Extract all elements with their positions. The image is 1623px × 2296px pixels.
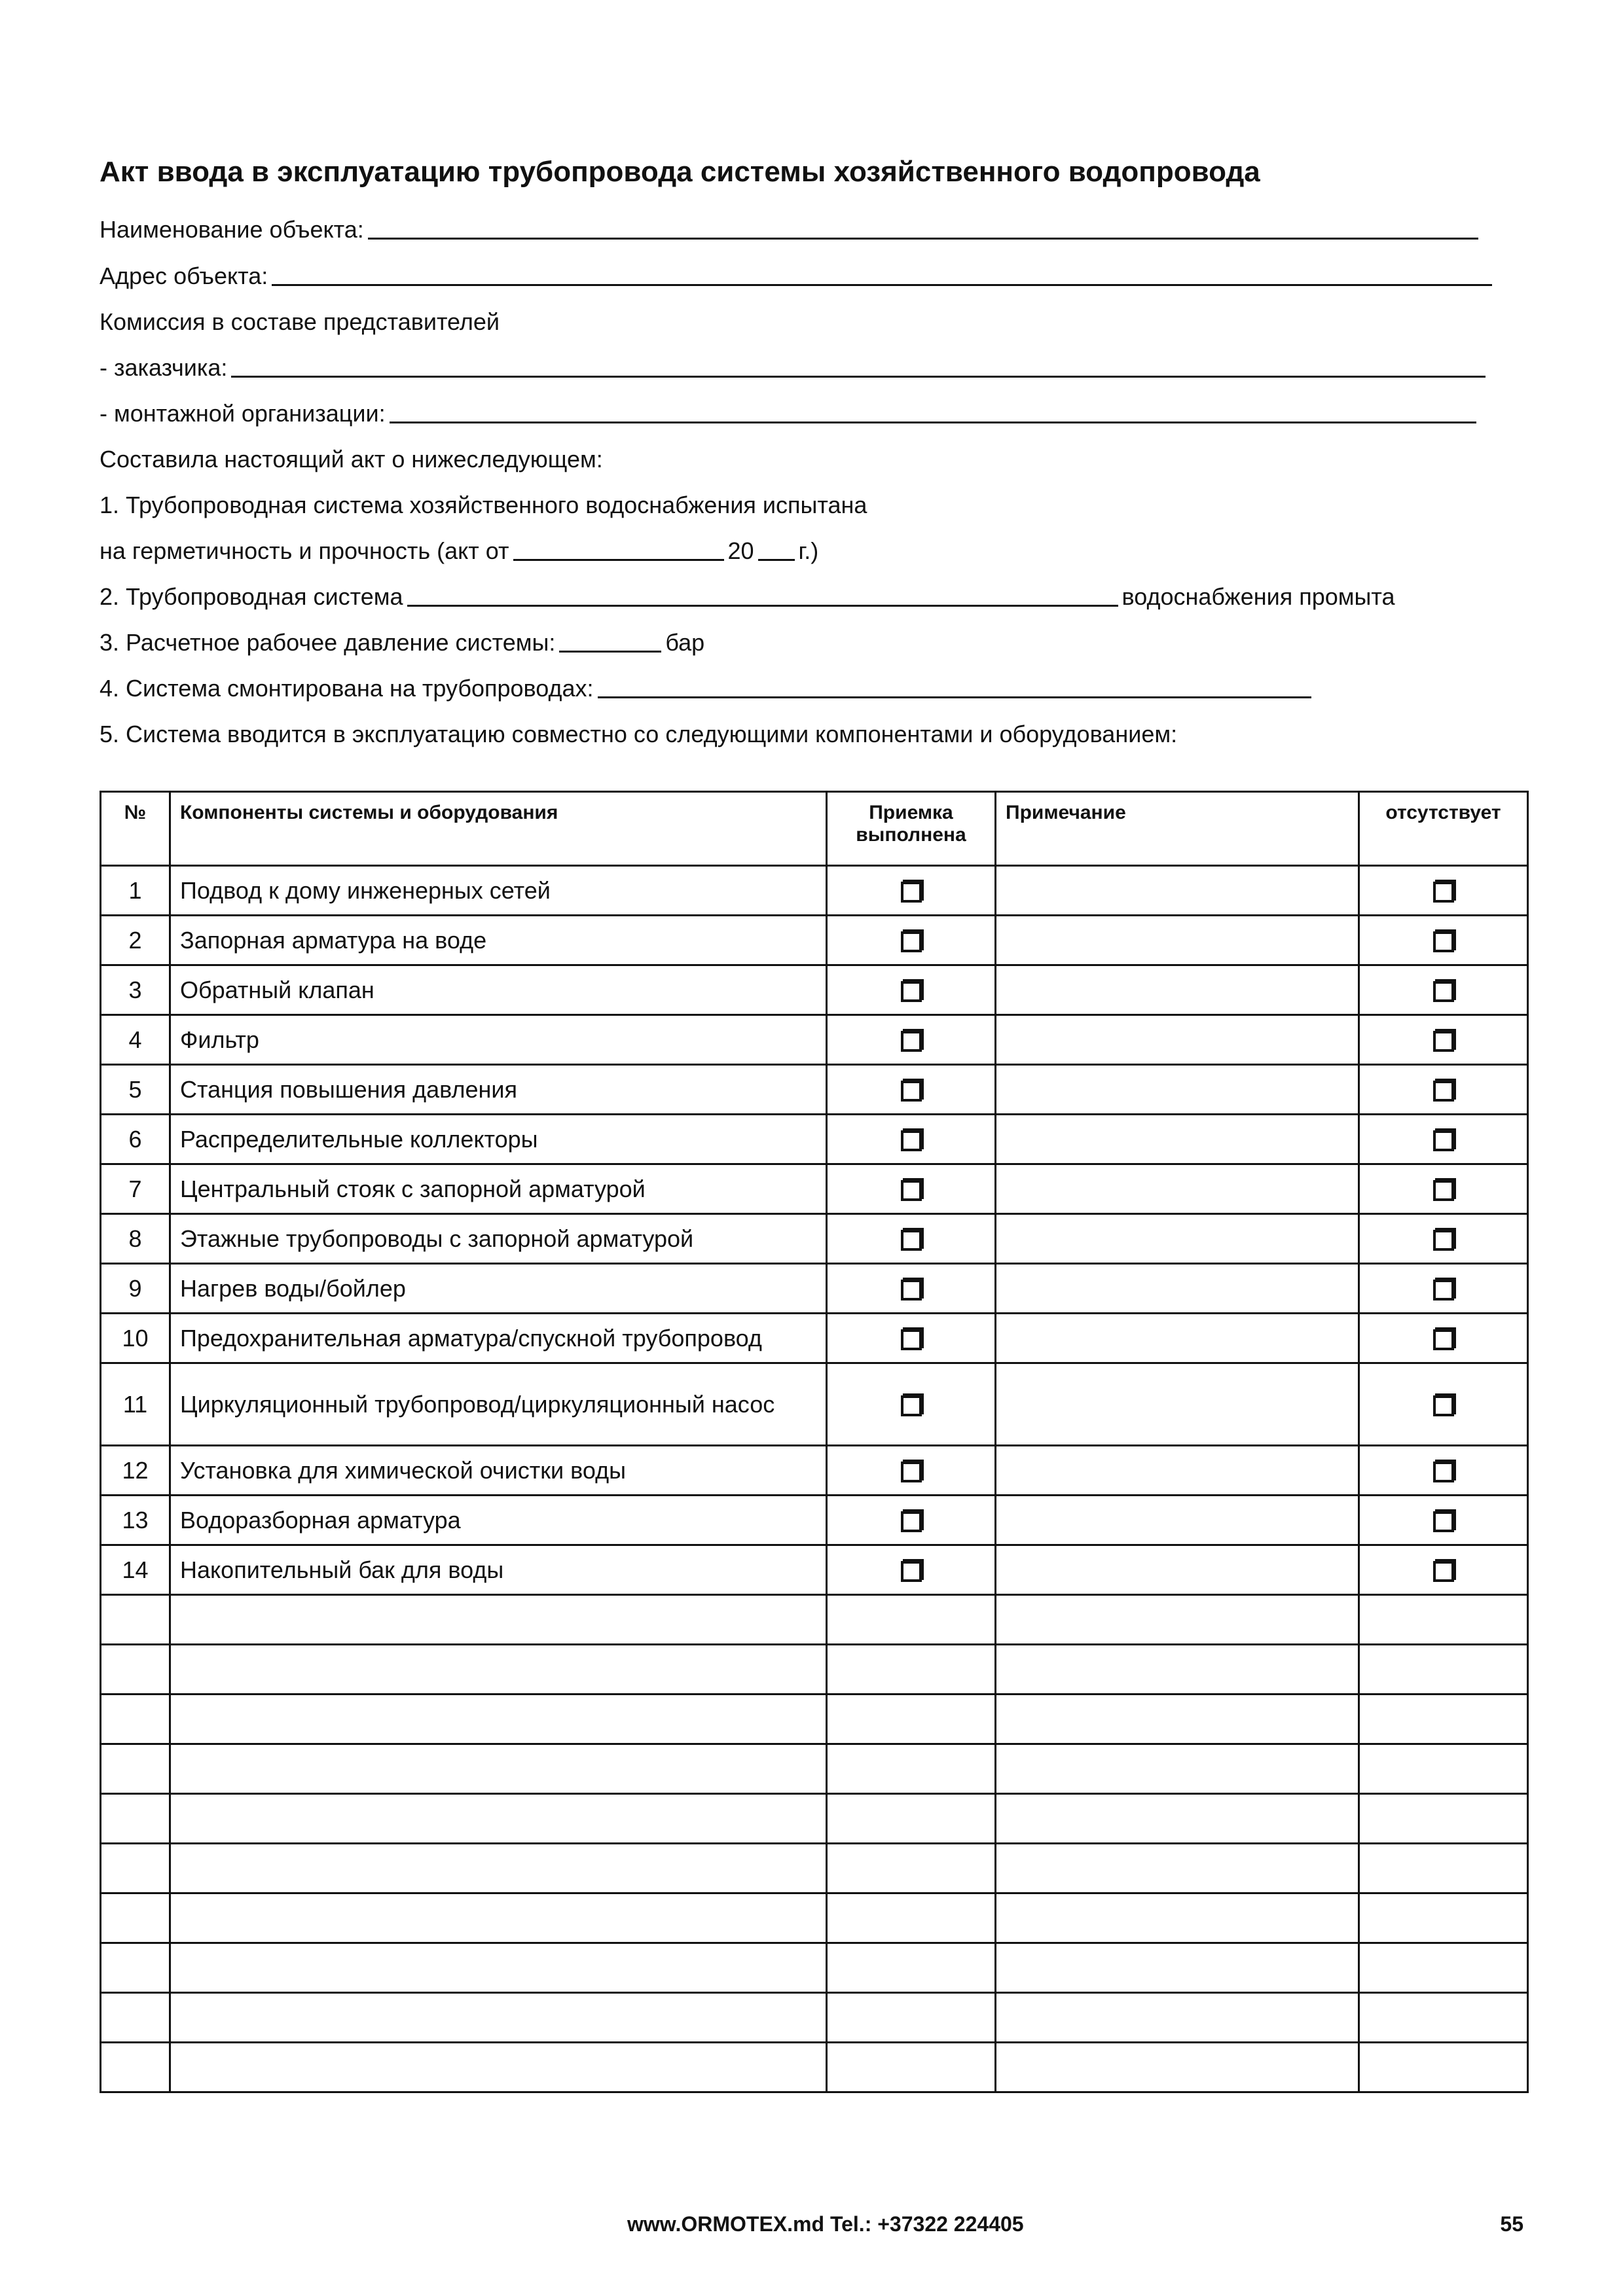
accepted-cell [827,1115,996,1164]
empty-accepted-cell[interactable] [827,1844,996,1893]
item3-suffix: бар [665,629,705,656]
accepted-checkbox[interactable] [901,1180,922,1201]
working-pressure-field[interactable] [559,650,661,653]
act-intro: Составила настоящий акт о нижеследующем: [100,446,603,473]
component-name: Запорная арматура на воде [170,916,827,965]
empty-table-row [101,1744,1528,1794]
row-number: 3 [101,965,170,1015]
table-header-row [101,792,1528,866]
absent-cell [1359,1446,1528,1496]
note-cell[interactable] [996,1164,1359,1214]
empty-num-cell[interactable] [101,1993,170,2043]
absent-checkbox[interactable] [1433,931,1454,952]
note-cell[interactable] [996,1065,1359,1115]
empty-table-row [101,1794,1528,1844]
document-title: Акт ввода в эксплуатацию трубопровода системы хозяйственного водопровода [100,156,1260,188]
empty-num-cell[interactable] [101,1744,170,1794]
absent-cell [1359,1363,1528,1446]
table-row [101,1363,1528,1446]
empty-absent-cell[interactable] [1359,1595,1528,1645]
absent-cell [1359,1115,1528,1164]
accepted-cell [827,1214,996,1264]
component-name: Предохранительная арматура/спускной трубопровод [170,1314,827,1363]
object-name-row [100,211,1482,243]
note-cell[interactable] [996,916,1359,965]
test-act-date-field[interactable] [513,558,724,561]
accepted-checkbox[interactable] [901,1511,922,1532]
absent-checkbox[interactable] [1433,1280,1454,1300]
empty-component-cell[interactable] [170,1744,827,1794]
header-note: Примечание [996,792,1359,866]
component-name: Обратный клапан [170,965,827,1015]
empty-component-cell[interactable] [170,1695,827,1744]
footer-contact: www.ORMOTEX.md Tel.: +37322 224405 [627,2212,1024,2236]
row-number: 11 [101,1363,170,1446]
empty-num-cell[interactable] [101,1645,170,1695]
item1-line2-suffix: г.) [798,537,819,564]
object-name-label: Наименование объекта: [100,216,364,243]
table-row [101,1264,1528,1314]
accepted-checkbox[interactable] [901,981,922,1002]
accepted-cell [827,1264,996,1314]
item4-row [100,670,1315,702]
empty-note-cell[interactable] [996,2043,1359,2092]
row-number: 4 [101,1015,170,1065]
table-row [101,1164,1528,1214]
component-name: Накопительный бак для воды [170,1545,827,1595]
accepted-cell [827,1015,996,1065]
object-address-label: Адрес объекта: [100,262,268,289]
empty-component-cell[interactable] [170,1645,827,1695]
empty-absent-cell[interactable] [1359,1844,1528,1893]
absent-checkbox[interactable] [1433,882,1454,903]
empty-note-cell[interactable] [996,1645,1359,1695]
note-cell[interactable] [996,1314,1359,1363]
absent-checkbox[interactable] [1433,1130,1454,1151]
empty-accepted-cell[interactable] [827,1595,996,1645]
accepted-checkbox[interactable] [901,1031,922,1052]
accepted-cell [827,1164,996,1214]
pipeline-system-field[interactable] [407,604,1118,607]
accepted-cell [827,866,996,916]
note-cell[interactable] [996,866,1359,916]
object-address-field[interactable] [272,283,1492,286]
row-number: 8 [101,1214,170,1264]
item3-row [100,624,704,656]
empty-component-cell[interactable] [170,1794,827,1844]
empty-accepted-cell[interactable] [827,1794,996,1844]
absent-checkbox[interactable] [1433,1395,1454,1416]
note-cell[interactable] [996,1545,1359,1595]
accepted-checkbox[interactable] [901,1130,922,1151]
absent-checkbox[interactable] [1433,1462,1454,1482]
row-number: 7 [101,1164,170,1214]
empty-accepted-cell[interactable] [827,1744,996,1794]
empty-component-cell[interactable] [170,1595,827,1645]
empty-num-cell[interactable] [101,1844,170,1893]
table-row [101,866,1528,916]
empty-table-row [101,1595,1528,1645]
empty-component-cell[interactable] [170,2043,827,2092]
table-row [101,1115,1528,1164]
accepted-cell [827,965,996,1015]
row-number: 1 [101,866,170,916]
empty-note-cell[interactable] [996,1695,1359,1744]
absent-checkbox[interactable] [1433,1329,1454,1350]
accepted-checkbox[interactable] [901,1329,922,1350]
empty-accepted-cell[interactable] [827,1695,996,1744]
accepted-checkbox[interactable] [901,931,922,952]
object-name-field[interactable] [368,237,1478,240]
empty-table-row [101,1645,1528,1695]
empty-absent-cell[interactable] [1359,1993,1528,2043]
customer-field[interactable] [231,375,1486,378]
object-address-row [100,257,1496,290]
table-row [101,916,1528,965]
component-name: Подвод к дому инженерных сетей [170,866,827,916]
accepted-checkbox[interactable] [901,1561,922,1582]
empty-absent-cell[interactable] [1359,1744,1528,1794]
component-name: Распределительные коллекторы [170,1115,827,1164]
accepted-cell [827,1314,996,1363]
row-number: 14 [101,1545,170,1595]
component-name: Фильтр [170,1015,827,1065]
item1-year-prefix: 20 [727,537,754,564]
row-number: 6 [101,1115,170,1164]
absent-checkbox[interactable] [1433,1031,1454,1052]
empty-num-cell[interactable] [101,1595,170,1645]
absent-cell [1359,1214,1528,1264]
absent-cell [1359,1065,1528,1115]
empty-accepted-cell[interactable] [827,1943,996,1993]
pipelines-field[interactable] [598,696,1311,698]
empty-accepted-cell[interactable] [827,1645,996,1695]
table-row [101,1545,1528,1595]
component-name: Установка для химической очистки воды [170,1446,827,1496]
empty-absent-cell[interactable] [1359,1695,1528,1744]
test-act-year-field[interactable] [758,558,795,561]
absent-cell [1359,1314,1528,1363]
empty-absent-cell[interactable] [1359,1645,1528,1695]
note-cell[interactable] [996,1264,1359,1314]
note-cell[interactable] [996,965,1359,1015]
empty-num-cell[interactable] [101,1893,170,1943]
absent-checkbox[interactable] [1433,981,1454,1002]
empty-component-cell[interactable] [170,1893,827,1943]
accepted-cell [827,1496,996,1545]
empty-num-cell[interactable] [101,1794,170,1844]
empty-table-row [101,1893,1528,1943]
empty-component-cell[interactable] [170,1993,827,2043]
customer-row [100,349,1489,382]
item2-suffix: водоснабжения промыта [1122,583,1395,610]
row-number: 9 [101,1264,170,1314]
empty-component-cell[interactable] [170,1844,827,1893]
empty-accepted-cell[interactable] [827,2043,996,2092]
empty-note-cell[interactable] [996,1943,1359,1993]
empty-note-cell[interactable] [996,1844,1359,1893]
header-component: Компоненты системы и оборудования [170,792,827,866]
table-row [101,1314,1528,1363]
header-num: № [101,792,170,866]
accepted-cell [827,1363,996,1446]
installer-field[interactable] [390,421,1476,423]
table-row [101,1496,1528,1545]
commission-label: Комиссия в составе представителей [100,308,500,335]
empty-num-cell[interactable] [101,2043,170,2092]
absent-checkbox[interactable] [1433,1511,1454,1532]
act-intro-row [100,440,603,473]
item1-line1-row [100,486,867,519]
customer-label: - заказчика: [100,354,228,381]
item5-row [100,715,1177,748]
note-cell[interactable] [996,1214,1359,1264]
item1-line2-prefix: на герметичность и прочность (акт от [100,537,509,564]
installer-label: - монтажной организации: [100,400,386,427]
empty-table-row [101,1993,1528,2043]
row-number: 12 [101,1446,170,1496]
commission-row [100,303,500,336]
absent-checkbox[interactable] [1433,1081,1454,1102]
item2-row [100,578,1395,611]
accepted-checkbox[interactable] [901,1280,922,1300]
empty-component-cell[interactable] [170,1943,827,1993]
row-number: 5 [101,1065,170,1115]
empty-note-cell[interactable] [996,1893,1359,1943]
component-name: Этажные трубопроводы с запорной арматурой [170,1214,827,1264]
header-absent: отсутствует [1359,792,1528,866]
empty-note-cell[interactable] [996,1744,1359,1794]
empty-table-row [101,1943,1528,1993]
empty-num-cell[interactable] [101,1695,170,1744]
table-row [101,1015,1528,1065]
component-name: Центральный стояк с запорной арматурой [170,1164,827,1214]
empty-table-row [101,1695,1528,1744]
table-row [101,965,1528,1015]
component-name: Станция повышения давления [170,1065,827,1115]
absent-cell [1359,1164,1528,1214]
absent-checkbox[interactable] [1433,1180,1454,1201]
note-cell[interactable] [996,1496,1359,1545]
empty-absent-cell[interactable] [1359,1893,1528,1943]
item3-prefix: 3. Расчетное рабочее давление системы: [100,629,556,656]
components-table [100,791,1529,2093]
accepted-checkbox[interactable] [901,1462,922,1482]
accepted-cell [827,1446,996,1496]
header-accepted: Приемка выполнена [827,792,996,866]
absent-cell [1359,866,1528,916]
empty-note-cell[interactable] [996,1794,1359,1844]
accepted-cell [827,1065,996,1115]
accepted-cell [827,1545,996,1595]
absent-cell [1359,916,1528,965]
item5: 5. Система вводится в эксплуатацию совместно со следующими компонентами и оборудованием: [100,721,1178,747]
component-name: Нагрев воды/бойлер [170,1264,827,1314]
empty-absent-cell[interactable] [1359,1943,1528,1993]
empty-accepted-cell[interactable] [827,1893,996,1943]
row-number: 13 [101,1496,170,1545]
empty-table-row [101,2043,1528,2092]
accepted-cell [827,916,996,965]
empty-table-row [101,1844,1528,1893]
note-cell[interactable] [996,1446,1359,1496]
component-name: Водоразборная арматура [170,1496,827,1545]
empty-num-cell[interactable] [101,1943,170,1993]
table-row [101,1214,1528,1264]
table-row [101,1446,1528,1496]
item4-prefix: 4. Система смонтирована на трубопроводах: [100,675,594,702]
absent-cell [1359,1545,1528,1595]
empty-accepted-cell[interactable] [827,1993,996,2043]
absent-cell [1359,965,1528,1015]
absent-checkbox[interactable] [1433,1561,1454,1582]
table-row [101,1065,1528,1115]
row-number: 2 [101,916,170,965]
page-number: 55 [1500,2212,1523,2236]
note-cell[interactable] [996,1115,1359,1164]
item1-line2-row [100,532,818,565]
absent-checkbox[interactable] [1433,1230,1454,1251]
component-name: Циркуляционный трубопровод/циркуляционный насос [170,1363,827,1446]
note-cell[interactable] [996,1363,1359,1446]
note-cell[interactable] [996,1015,1359,1065]
absent-cell [1359,1264,1528,1314]
installer-row [100,395,1480,427]
row-number: 10 [101,1314,170,1363]
empty-note-cell[interactable] [996,1595,1359,1645]
accepted-checkbox[interactable] [901,882,922,903]
item2-prefix: 2. Трубопроводная система [100,583,403,610]
empty-absent-cell[interactable] [1359,2043,1528,2092]
absent-cell [1359,1496,1528,1545]
absent-cell [1359,1015,1528,1065]
empty-absent-cell[interactable] [1359,1794,1528,1844]
accepted-checkbox[interactable] [901,1230,922,1251]
item1-line1: 1. Трубопроводная система хозяйственного водоснабжения испытана [100,492,867,518]
accepted-checkbox[interactable] [901,1395,922,1416]
accepted-checkbox[interactable] [901,1081,922,1102]
empty-note-cell[interactable] [996,1993,1359,2043]
table-body [101,866,1528,2092]
